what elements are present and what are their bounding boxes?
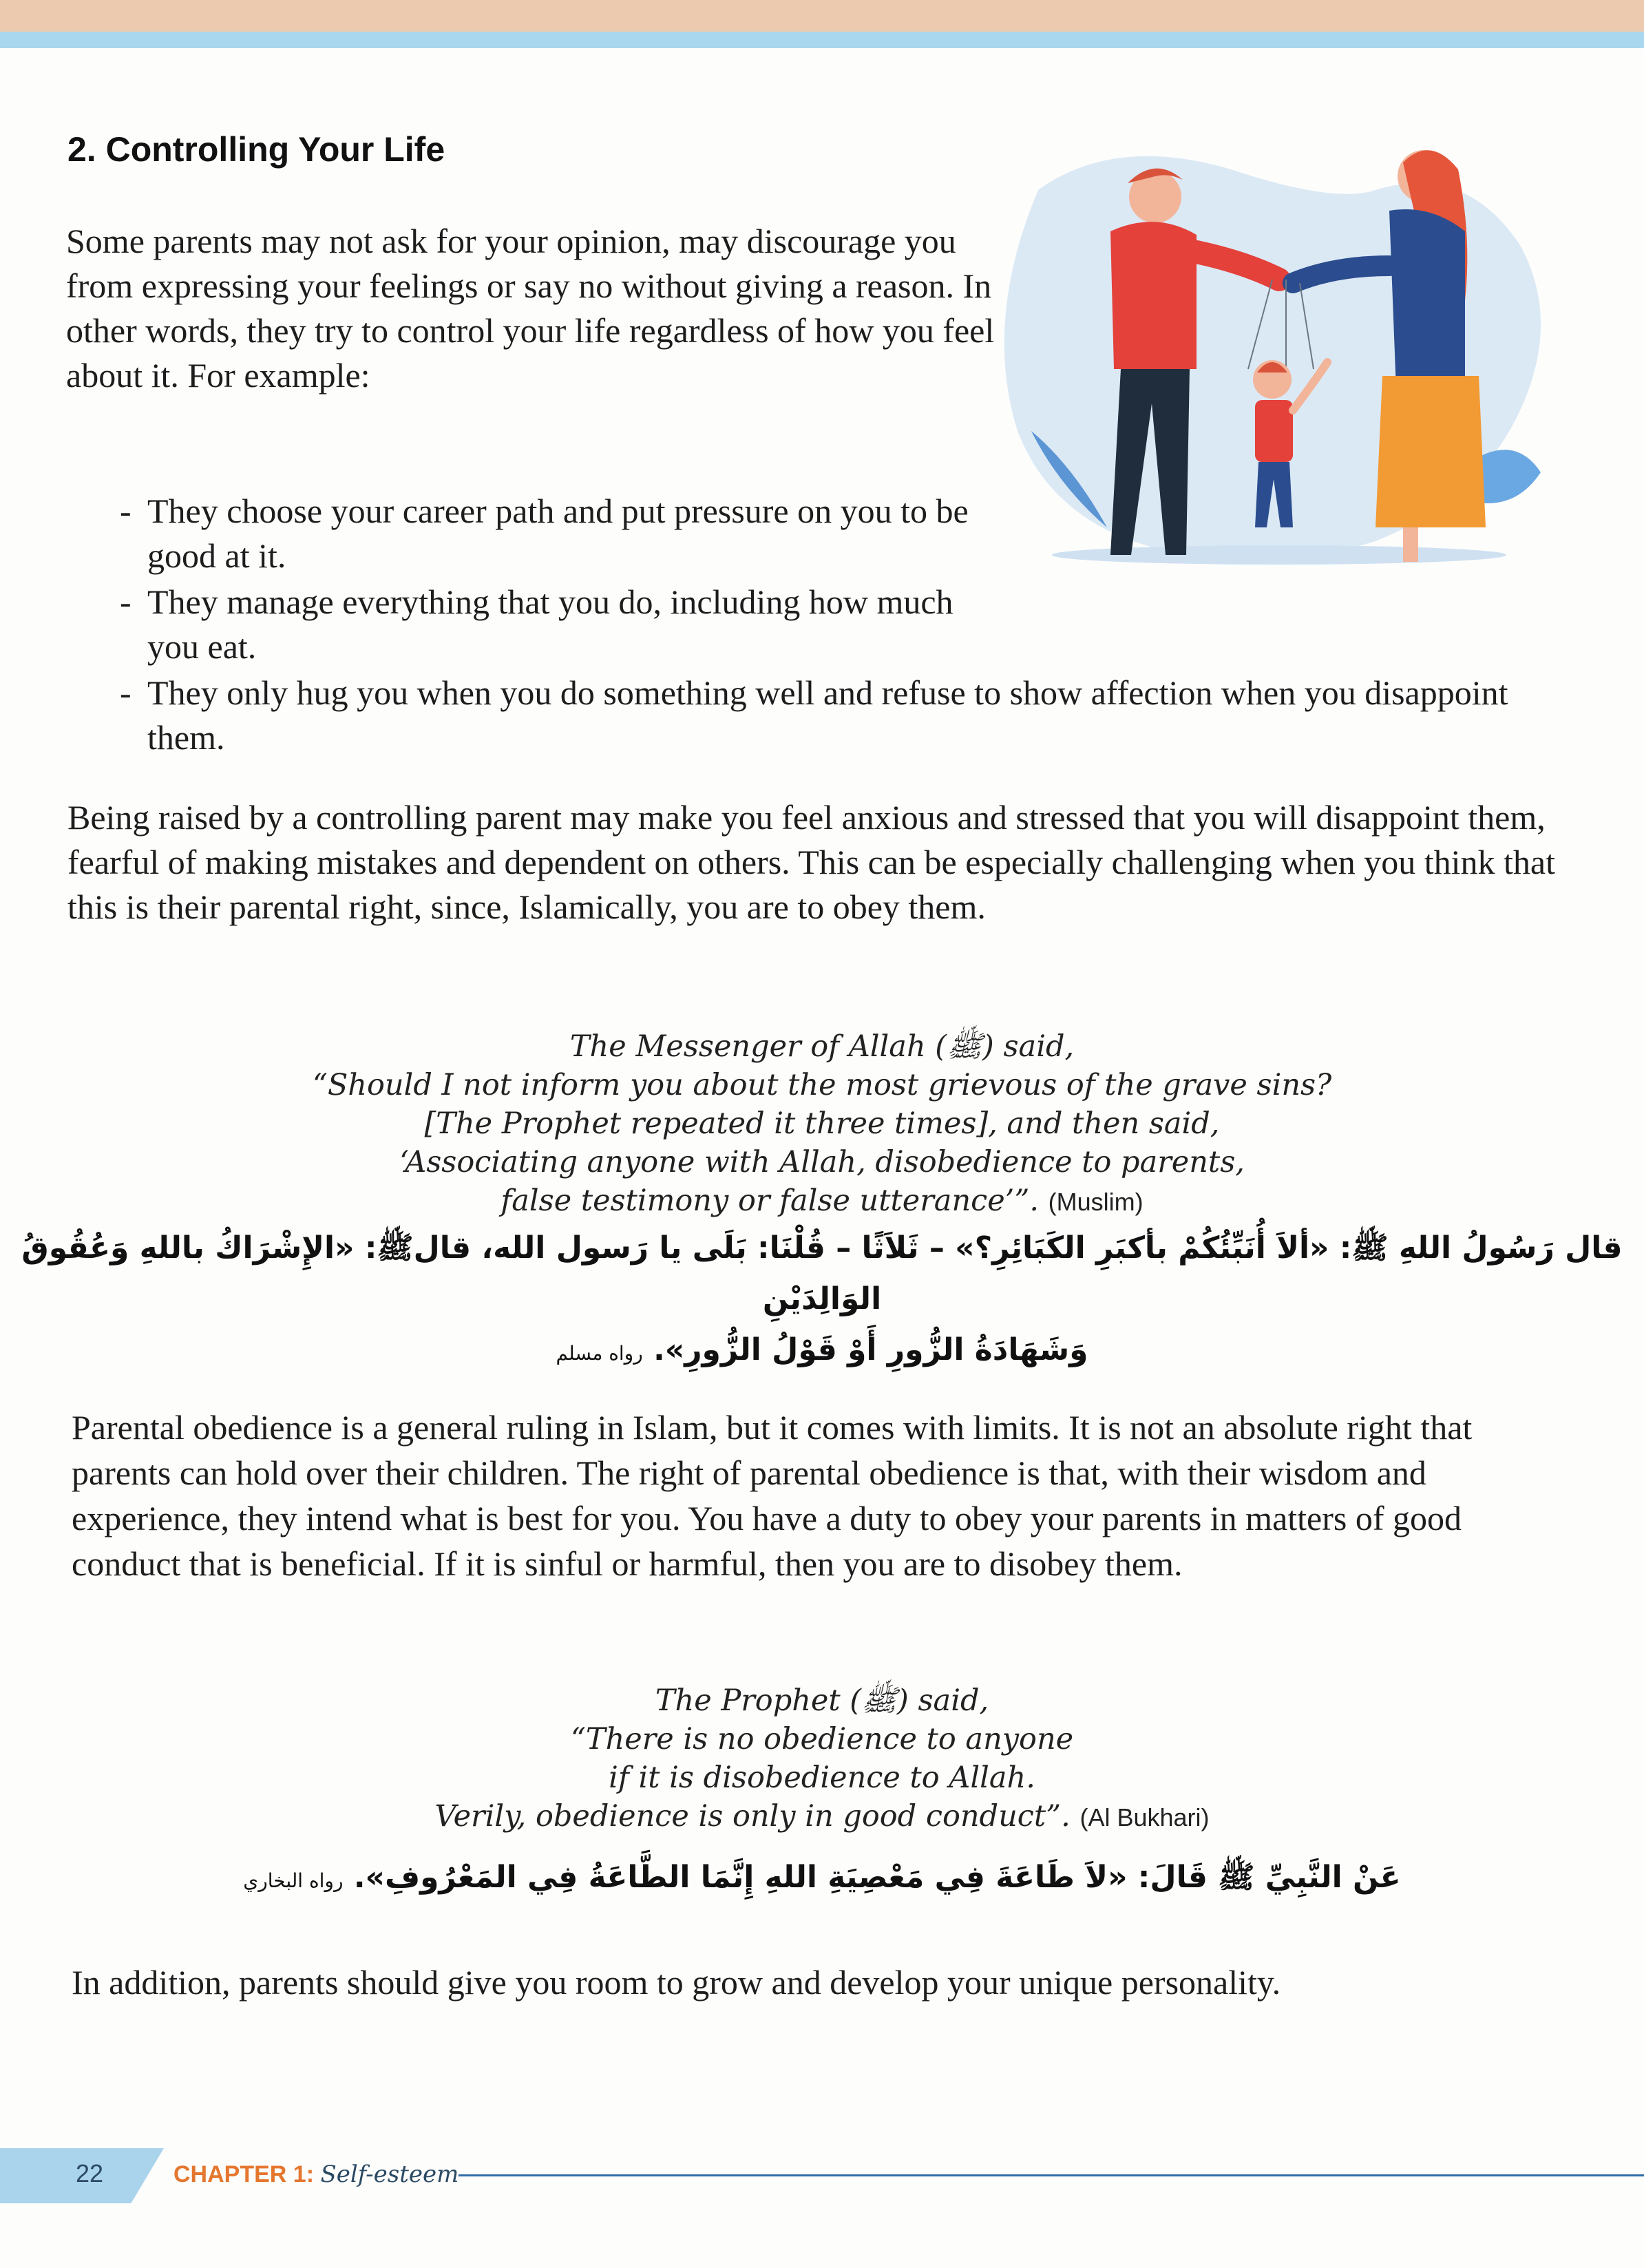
hadith-source: (Al Bukhari) bbox=[1079, 1803, 1210, 1831]
hadith-arabic-2: عَنْ النَّبِيِّ ﷺ قَالَ: «لاَ طَاعَةَ فِي مَعْصِيَةِ اللهِ إِنَّمَا الطَّاعَةُ فِي المَعْرُوفِ». رواه البخاري bbox=[243, 1860, 1401, 1895]
arabic-reference: رواه البخاري bbox=[243, 1869, 344, 1892]
child-shirt bbox=[1255, 400, 1293, 462]
page-number: 22 bbox=[76, 2159, 104, 2187]
list-item: - They manage everything that you do, including how much you eat. bbox=[120, 582, 953, 666]
hadith-arabic-1: قال رَسُولُ اللهِ ﷺ: «ألاَ أُنَبِّئُكُمْ بأكبَرِ الكَبَائِرِ؟» – ثَلاَثًا – قُلْنَا: بَلَى يا رَسول الله، قالﷺ: «الإِشْرَاكُ باللهِ وَعُقُوقُ الوَالِدَيْنِ وَشَهَادَةُ الزُّورِ أَوْ قَوْلُ الزُّورِ». رواه مسلم bbox=[21, 1230, 1623, 1367]
father-shirt bbox=[1110, 222, 1197, 369]
obedience-paragraph: Parental obedience is a general ruling in Islam, but it comes with limits. It is not an absolute right that parents can hold over their children. The right of parental obedience is that, with their wisdom and experience, they intend what is best for you. You have a duty to obey your parents in matters of good conduct that is beneficial. If it is sinful or harmful, then you are to disobey them. bbox=[72, 1408, 1473, 1583]
arabic-reference: رواه مسلم bbox=[556, 1342, 643, 1365]
hadith-source: (Muslim) bbox=[1048, 1188, 1144, 1216]
top-color-band bbox=[0, 0, 1644, 32]
mother-top bbox=[1389, 209, 1465, 390]
growth-paragraph: In addition, parents should give you room to grow and develop your unique personality. bbox=[72, 1963, 1281, 2002]
hadith-quote-2: The Prophet (ﷺ) said, “There is no obedience to anyone if it is disobedience to Allah. Verily, obedience is only in good conduct”. (Al Bukhari) bbox=[434, 1683, 1210, 1834]
chapter-footer bbox=[173, 2161, 459, 2188]
chapter-label: CHAPTER 1: bbox=[173, 2161, 315, 2187]
footer-divider bbox=[459, 2174, 1644, 2176]
top-accent-line bbox=[0, 32, 1644, 48]
intro-paragraph: Some parents may not ask for your opinion, may discourage you from expressing your feelings or say no without giving a reason. In other words, they try to control your life regardless of how you feel about it. For example: bbox=[66, 222, 995, 395]
list-item: - They choose your career path and put pressure on you to be good at it. bbox=[120, 492, 969, 575]
hadith-quote-1: The Messenger of Allah (ﷺ) said, “Should I not inform you about the most grievous of the grave sins? [The Prophet repeated it three times], and then said, ‘Associating anyone with Allah, disobedience to parents, false testimony or false utterance’”. (Muslim) bbox=[312, 1029, 1332, 1218]
chapter-title: Self-esteem bbox=[320, 2161, 459, 2188]
list-item: - They only hug you when you do something well and refuse to show affection when you disappoint them. bbox=[120, 673, 1508, 757]
section-heading: 2. Controlling Your Life bbox=[67, 130, 445, 169]
controlling-parent-paragraph: Being raised by a controlling parent may make you feel anxious and stressed that you will disappoint them, fearful of making mistakes and dependent on others. This can be especially challenging when you think that this is their parental right, since, Islamically, you are to obey them. bbox=[67, 798, 1555, 926]
example-list bbox=[120, 489, 1538, 762]
